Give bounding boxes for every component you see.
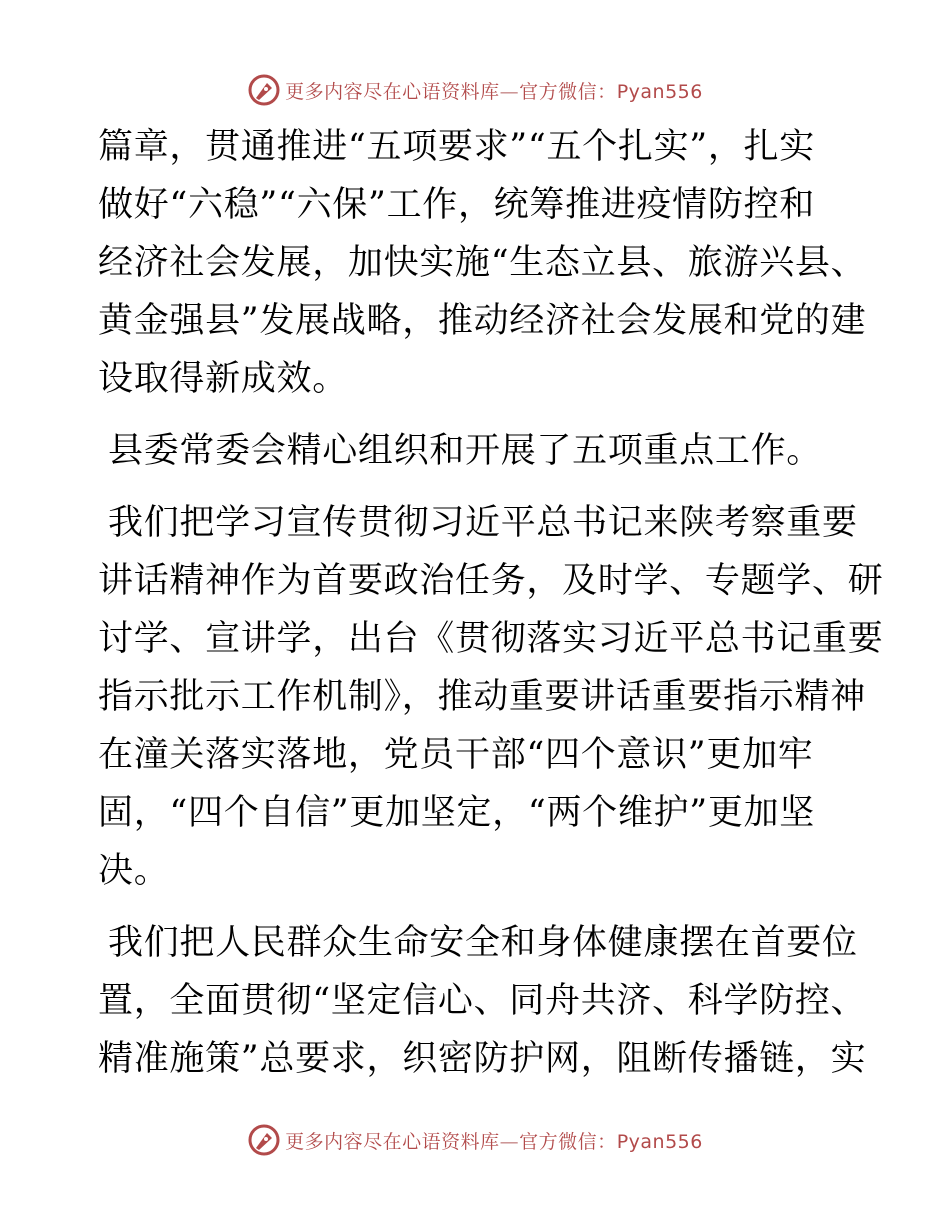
text-line: 篇章，贯通推进“五项要求”“五个扎实”，扎实 — [98, 127, 815, 167]
header-banner — [0, 70, 950, 110]
paragraph-2 — [98, 422, 858, 480]
banner-wechat-id: Pyan556 — [616, 80, 703, 103]
text-line: 固，“四个自信”更加坚定，“两个维护”更加坚 — [98, 793, 815, 833]
text-line: 指示批示工作机制》，推动重要讲话重要指示精神 — [98, 677, 866, 717]
banner-main-text: 更多内容尽在心语资料库 — [285, 80, 500, 103]
banner-dash: — — [499, 1130, 520, 1153]
banner-official-text: 官方微信： — [519, 1130, 617, 1153]
banner-wechat-id: Pyan556 — [616, 1130, 703, 1153]
footer-banner — [0, 1120, 950, 1160]
paragraph-3 — [98, 494, 884, 900]
text-line: 决。 — [98, 851, 170, 891]
banner-text — [285, 1127, 703, 1154]
text-line: 精准施策”总要求，织密防护网，阻断传播链，实 — [98, 1039, 867, 1079]
document-body — [98, 118, 884, 1088]
text-line: 我们把人民群众生命安全和身体健康摆在首要位 — [108, 923, 858, 963]
text-line: 黄金强县”发展战略，推动经济社会发展和党的建 — [98, 301, 867, 341]
text-line: 置，全面贯彻“坚定信心、同舟共济、科学防控、 — [98, 981, 867, 1021]
banner-main-text: 更多内容尽在心语资料库 — [285, 1130, 500, 1153]
pen-nib-logo-icon — [247, 1123, 281, 1157]
text-line: 做好“六稳”“六保”工作，统筹推进疫情防控和 — [98, 185, 815, 225]
text-line: 县委常委会精心组织和开展了五项重点工作。 — [108, 431, 823, 471]
text-line: 在潼关落实落地，党员干部“四个意识”更加牢 — [98, 735, 814, 775]
text-line: 经济社会发展，加快实施“生态立县、旅游兴县、 — [98, 243, 867, 283]
paragraph-4 — [98, 914, 867, 1088]
text-line: 设取得新成效。 — [98, 359, 348, 399]
banner-dash: — — [499, 80, 520, 103]
banner-official-text: 官方微信： — [519, 80, 617, 103]
banner-text — [285, 77, 703, 104]
text-line: 我们把学习宣传贯彻习近平总书记来陕考察重要 — [108, 503, 858, 543]
text-line: 讲话精神作为首要政治任务，及时学、专题学、研 — [98, 561, 884, 601]
paragraph-1 — [98, 118, 867, 408]
pen-nib-logo-icon — [247, 73, 281, 107]
text-line: 讨学、宣讲学，出台《贯彻落实习近平总书记重要 — [98, 619, 884, 659]
